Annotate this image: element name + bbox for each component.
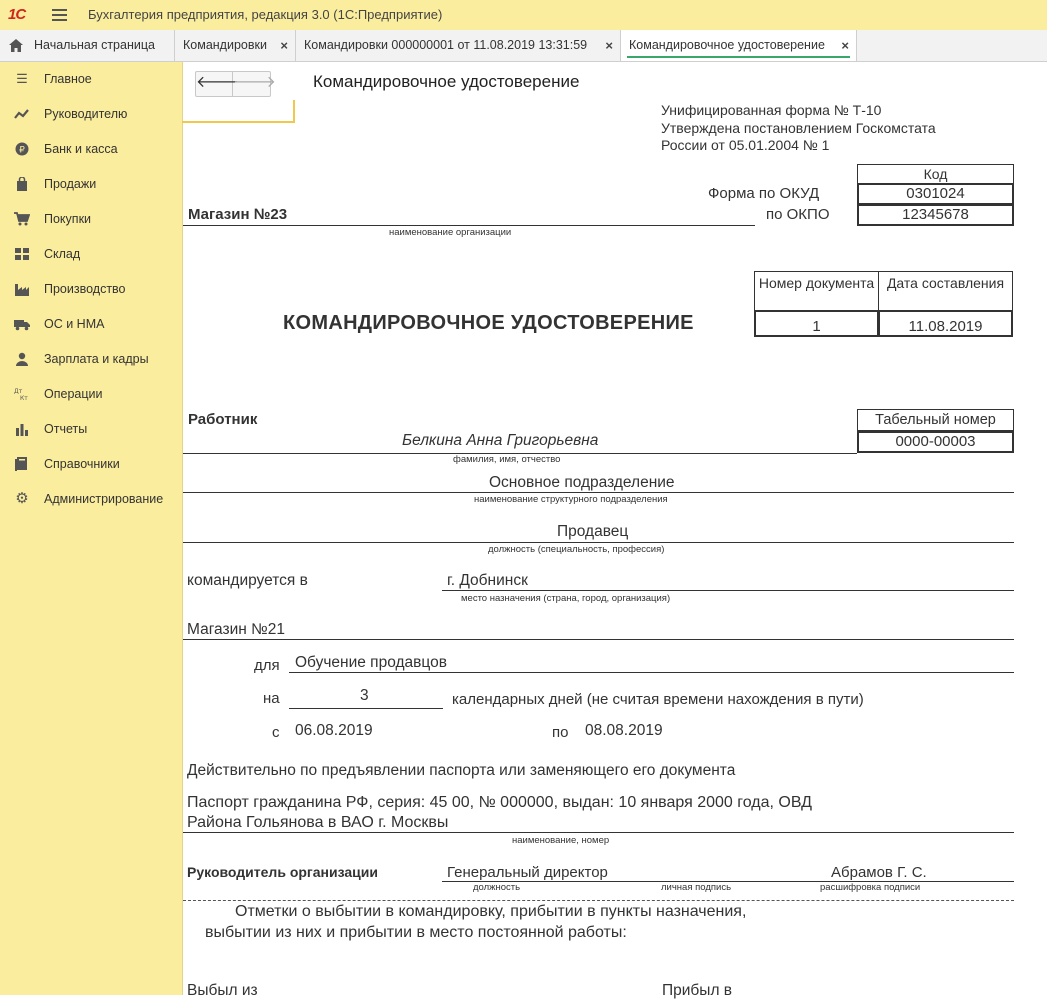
days-suffix: календарных дней (не считая времени нахождения в пути) bbox=[452, 691, 864, 708]
app-title: Бухгалтерия предприятия, редакция 3.0 (1С:Предприятие) bbox=[88, 7, 443, 22]
warehouse-icon bbox=[14, 247, 30, 261]
valid-text: Действительно по предъявлении паспорта или заменяющего его документа bbox=[187, 762, 736, 779]
person-icon bbox=[14, 352, 30, 366]
worker-caption: фамилия, имя, отчество bbox=[453, 454, 561, 465]
head-position-caption: должность bbox=[473, 882, 521, 893]
sidebar-item-label: Операции bbox=[44, 387, 103, 401]
svg-text:Дт: Дт bbox=[14, 388, 23, 395]
sidebar-item-label: Производство bbox=[44, 282, 126, 296]
menu-icon: ☰ bbox=[16, 71, 28, 86]
divider bbox=[289, 708, 443, 709]
department: Основное подразделение bbox=[489, 474, 675, 491]
marks-line-2: выбытии из них и прибытии в место постоянной работы: bbox=[205, 924, 627, 941]
book-icon bbox=[14, 457, 30, 471]
sidebar-item-bank[interactable] bbox=[0, 132, 182, 167]
sidebar-item-warehouse[interactable] bbox=[0, 237, 182, 272]
document-title: Командировочное удостоверение bbox=[313, 72, 580, 91]
departed-label: Выбыл из bbox=[187, 982, 258, 999]
head-name: Абрамов Г. С. bbox=[831, 864, 927, 881]
from-date: 06.08.2019 bbox=[295, 722, 373, 739]
destination-org: Магазин №21 bbox=[187, 621, 285, 638]
department-caption: наименование структурного подразделения bbox=[474, 494, 668, 505]
tab-home[interactable] bbox=[0, 30, 175, 61]
divider bbox=[183, 832, 1014, 833]
position: Продавец bbox=[557, 523, 629, 540]
title-bar bbox=[0, 0, 1047, 31]
sidebar-item-catalogs[interactable] bbox=[0, 447, 182, 482]
shopping-bag-icon bbox=[14, 177, 30, 191]
code-header: Код bbox=[857, 164, 1014, 184]
home-icon bbox=[9, 39, 23, 52]
tab-bar bbox=[0, 30, 1047, 62]
arrived-label: Прибыл в bbox=[662, 982, 733, 999]
to-label: по bbox=[552, 724, 569, 741]
sidebar-item-label: Руководителю bbox=[44, 107, 128, 121]
doc-number: 1 bbox=[754, 310, 879, 337]
head-signature-caption: личная подпись bbox=[661, 882, 732, 893]
from-label: с bbox=[272, 724, 280, 741]
truck-icon bbox=[14, 317, 30, 331]
organization-caption: наименование организации bbox=[389, 227, 512, 238]
factory-icon bbox=[14, 282, 30, 296]
divider bbox=[183, 492, 1014, 493]
okpo-value: 12345678 bbox=[857, 204, 1014, 226]
okud-label: Форма по ОКУД bbox=[708, 185, 820, 202]
divider bbox=[183, 542, 1014, 543]
sidebar-item-production[interactable] bbox=[0, 272, 182, 307]
sidebar-item-admin[interactable] bbox=[0, 482, 182, 517]
destination-caption: место назначения (страна, город, организация) bbox=[461, 593, 671, 604]
sidebar-item-reports[interactable] bbox=[0, 412, 182, 447]
worker-label: Работник bbox=[188, 411, 258, 428]
tab-label: Командировки 000000001 от 11.08.2019 13:31:59 bbox=[304, 38, 588, 52]
passport-line-1: Паспорт гражданина РФ, серия: 45 00, № 000000, выдан: 10 января 2000 года, ОВД bbox=[187, 794, 813, 811]
head-position: Генеральный директор bbox=[447, 864, 608, 881]
okud-value: 0301024 bbox=[857, 183, 1014, 205]
sidebar-item-purchases[interactable] bbox=[0, 202, 182, 237]
ruble-icon bbox=[14, 142, 30, 156]
days-count: 3 bbox=[360, 687, 369, 704]
divider bbox=[442, 590, 1014, 591]
close-icon[interactable]: × bbox=[605, 38, 613, 53]
sidebar-item-label: ОС и НМА bbox=[44, 317, 105, 331]
dashed-divider bbox=[183, 900, 1014, 901]
svg-text:₽: ₽ bbox=[19, 145, 25, 156]
bar-chart-icon bbox=[14, 422, 30, 436]
sidebar bbox=[0, 62, 183, 995]
tab-number: 0000-00003 bbox=[857, 431, 1014, 453]
sidebar-item-director[interactable] bbox=[0, 97, 182, 132]
certificate-title: КОМАНДИРОВОЧНОЕ УДОСТОВЕРЕНИЕ bbox=[283, 312, 694, 334]
back-arrow-icon[interactable]: 🡐 bbox=[196, 72, 233, 96]
sidebar-item-label: Зарплата и кадры bbox=[44, 352, 149, 366]
form-header-line-2: Утверждена постановлением Госкомстата bbox=[661, 120, 936, 136]
sidebar-item-label: Банк и касса bbox=[44, 142, 118, 156]
tab-label: Командировочное удостоверение bbox=[629, 38, 825, 52]
sidebar-item-label: Продажи bbox=[44, 177, 97, 191]
svg-text:Кт: Кт bbox=[20, 395, 28, 401]
marks-line-1: Отметки о выбытии в командировку, прибытии в пункты назначения, bbox=[235, 903, 747, 920]
position-caption: должность (специальность, профессия) bbox=[488, 544, 665, 555]
head-label: Руководитель организации bbox=[187, 864, 378, 880]
purpose: Обучение продавцов bbox=[295, 654, 447, 671]
divider bbox=[183, 639, 1014, 640]
app-logo: 1С bbox=[8, 6, 26, 23]
destination: г. Добнинск bbox=[447, 572, 528, 589]
tab-number-header: Табельный номер bbox=[857, 409, 1014, 431]
dt-kt-icon bbox=[14, 387, 30, 401]
history-nav bbox=[195, 71, 276, 97]
sidebar-item-label: Справочники bbox=[44, 457, 120, 471]
sidebar-item-fixed-assets[interactable] bbox=[0, 307, 182, 342]
doc-date-header: Дата составления bbox=[878, 271, 1013, 311]
sidebar-item-sales[interactable] bbox=[0, 167, 182, 202]
sidebar-item-label: Администрирование bbox=[44, 492, 164, 506]
main-menu-icon[interactable] bbox=[52, 9, 67, 21]
tab-label: Начальная страница bbox=[34, 38, 155, 52]
passport-line-2: Района Гольянова в ВАО г. Москвы bbox=[187, 814, 449, 831]
divider bbox=[183, 225, 755, 226]
sidebar-item-operations[interactable] bbox=[0, 377, 182, 412]
form-header-line-1: Унифицированная форма № Т-10 bbox=[661, 102, 882, 118]
sidebar-item-salary[interactable] bbox=[0, 342, 182, 377]
doc-number-header: Номер документа bbox=[754, 271, 879, 311]
form-header-line-3: России от 05.01.2004 № 1 bbox=[661, 137, 830, 153]
close-icon[interactable]: × bbox=[841, 38, 849, 53]
tab-label: Командировки bbox=[183, 38, 267, 52]
sidebar-item-label: Отчеты bbox=[44, 422, 88, 436]
doc-date: 11.08.2019 bbox=[878, 310, 1013, 337]
sent-label: командируется в bbox=[187, 572, 308, 589]
tab-trip-document[interactable] bbox=[296, 30, 621, 61]
close-icon[interactable]: × bbox=[280, 38, 288, 53]
worker-name: Белкина Анна Григорьевна bbox=[402, 432, 599, 449]
sidebar-item-label: Главное bbox=[44, 72, 92, 86]
tab-trip-certificate[interactable] bbox=[621, 30, 857, 61]
forward-arrow-icon[interactable]: 🡒 bbox=[233, 74, 276, 91]
active-cell-frame[interactable] bbox=[182, 100, 295, 123]
to-date: 08.08.2019 bbox=[585, 722, 663, 739]
gear-icon: ⚙ bbox=[15, 490, 29, 507]
okpo-label: по ОКПО bbox=[766, 206, 830, 223]
organization-name: Магазин №23 bbox=[188, 206, 288, 223]
sidebar-item-main[interactable] bbox=[0, 62, 182, 97]
purpose-label: для bbox=[254, 657, 280, 674]
tab-trips[interactable] bbox=[175, 30, 296, 61]
chart-line-icon bbox=[14, 107, 30, 121]
sidebar-item-label: Склад bbox=[44, 247, 81, 261]
passport-caption: наименование, номер bbox=[512, 835, 610, 846]
days-label: на bbox=[263, 690, 280, 707]
head-name-caption: расшифровка подписи bbox=[820, 882, 921, 893]
divider bbox=[289, 672, 1014, 673]
sidebar-item-label: Покупки bbox=[44, 212, 92, 226]
cart-icon bbox=[14, 212, 30, 226]
